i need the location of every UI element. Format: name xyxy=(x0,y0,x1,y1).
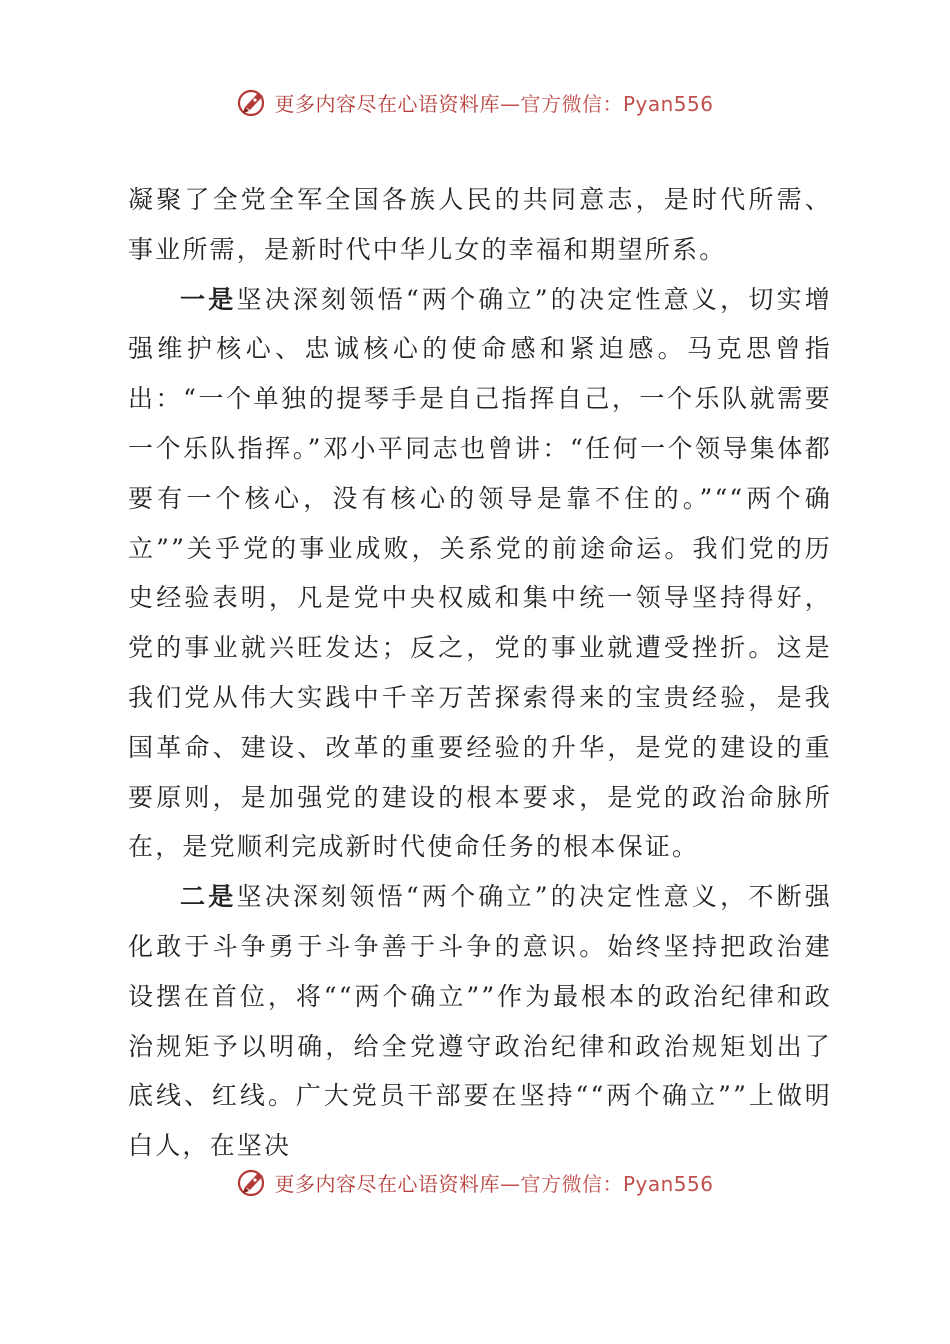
header-banner-sub: —官方微信：Pyan556 xyxy=(499,91,714,116)
header-banner-main: 更多内容尽在心语资料库 xyxy=(274,91,500,116)
footer-banner-text xyxy=(274,1168,713,1197)
pen-nib-logo-icon xyxy=(236,85,270,119)
header-banner-text xyxy=(274,88,713,117)
paragraph-3-text: 坚决深刻领悟“两个确立”的决定性意义，不断强化敢于斗争勇于斗争善于斗争的意识。始终坚持把政治建设摆在首位，将““两个确立””作为最根本的政治纪律和政治规矩予以明确，给全党遵守政治纪律和政治规矩划出了底线、红线。广大党员干部要在坚持““两个确立””上做明白人，在坚决 xyxy=(128,882,833,1161)
paragraph-3 xyxy=(128,872,832,1171)
footer-banner-sub: —官方微信：Pyan556 xyxy=(499,1171,714,1196)
paragraph-2-text: 坚决深刻领悟“两个确立”的决定性意义，切实增强维护核心、忠诚核心的使命感和紧迫感。马克思曾指出：“一个单独的提琴手是自己指挥自己，一个乐队就需要一个乐队指挥。”邓小平同志也曾讲：“任何一个领导集体都要有一个核心，没有核心的领导是靠不住的。”““两个确立””关乎党的事业成败，关系党的前途命运。我们党的历史经验表明，凡是党中央权威和集中统一领导坚持得好，党的事业就兴旺发达；反之，党的事业就遭受挫折。这是我们党从伟大实践中千辛万苦探索得来的宝贵经验，是我国革命、建设、改革的重要经验的升华，是党的建设的重要原则，是加强党的建设的根本要求，是党的政治命脉所在，是党顺利完成新时代使命任务的根本保证。 xyxy=(128,284,833,862)
paragraph-3-lead: 二是 xyxy=(180,882,237,912)
paragraph-1: 凝聚了全党全军全国各族人民的共同意志，是时代所需、事业所需，是新时代中华儿女的幸福和期望所系。 xyxy=(128,185,832,264)
header-banner xyxy=(0,80,950,124)
footer-banner xyxy=(0,1160,950,1204)
pen-nib-logo-icon xyxy=(236,1165,270,1199)
footer-banner-main: 更多内容尽在心语资料库 xyxy=(274,1171,500,1196)
paragraph-2 xyxy=(128,275,832,873)
paragraph-2-lead: 一是 xyxy=(180,284,237,314)
document-body xyxy=(128,175,832,1171)
